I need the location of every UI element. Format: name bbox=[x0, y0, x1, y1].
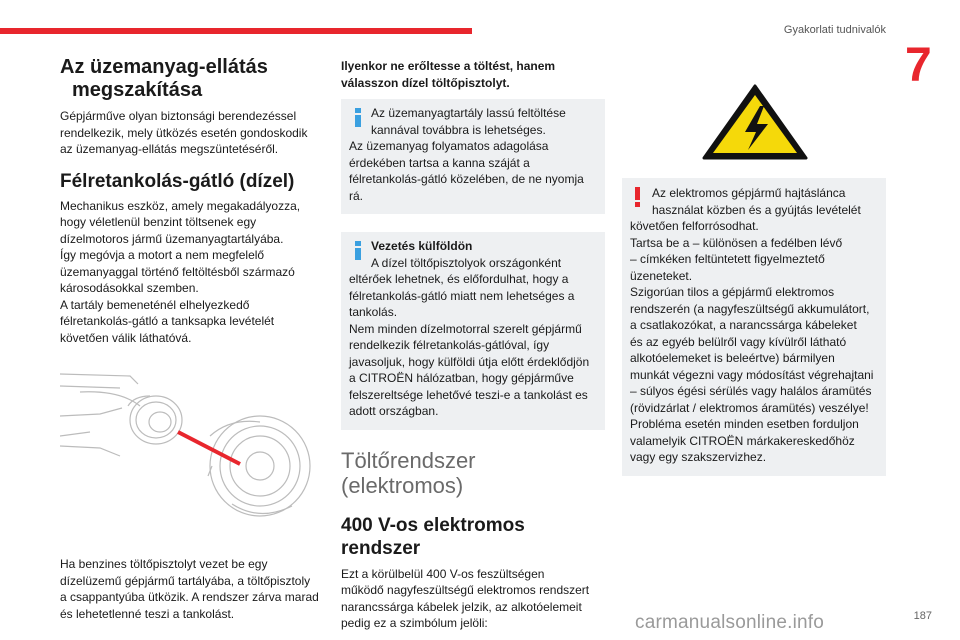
fuel-filler-drawing bbox=[60, 366, 322, 536]
header-accent-bar bbox=[0, 28, 472, 34]
warning-icon bbox=[632, 187, 642, 207]
diesel-nozzle-advice: Ilyenkor ne erőltesse a töltést, hanem válasszon dízel töltőpisztolyt. bbox=[341, 59, 556, 90]
petrol-nozzle-text: Ha benzines töltőpisztolyt vezet be egy dízelüzemű gépjármű tartályába, a töltőpisztoly a csappantyúba ütközik. A rendszer zárva marad és lehetetlenné teszi a tankolást. bbox=[60, 557, 319, 621]
heading-fuel-cutoff-line1: Az üzemanyag-ellátás bbox=[60, 56, 268, 78]
warning-note-high-voltage bbox=[622, 178, 886, 476]
pointer-arrow bbox=[178, 432, 240, 464]
info-note-abroad-title: Vezetés külföldön bbox=[371, 239, 473, 253]
misfuel-prevention-text: Mechanikus eszköz, amely megakadályozza, hogy véletlenül benzint töltsenek egy dízelmotoros jármű üzemanyagtartályába. Így megóvja a motort a nem megfelelő üzemanyaggal történő feltöltésből származó károsodásokkal szemben. A tartály bemeneténél elhelyezkedő félretankolás-gátló a tanksapka levételét követően válik láthatóvá. bbox=[60, 198, 301, 345]
page-number: 187 bbox=[913, 610, 932, 622]
fuel-cutoff-text: Gépjárműve olyan biztonsági berendezéssel rendelkezik, mely ütközés esetén gondoskodik az üzemanyag-ellátás megszüntetéséről. bbox=[60, 109, 308, 156]
column-1 bbox=[60, 56, 322, 622]
chapter-number: 7 bbox=[905, 39, 932, 92]
heading-400v-system: 400 V-os elektromos rendszer bbox=[341, 514, 525, 559]
heading-misfuel-prevention: Félretankolás-gátló (dízel) bbox=[60, 170, 295, 192]
info-icon bbox=[351, 108, 365, 127]
info-note-canister-rest: Az üzemanyag folyamatos adagolása érdekében tartsa a kanna száját a félretankolás-gátló közelében, de ne nyomja rá. bbox=[349, 139, 584, 203]
warning-note-first: Az elektromos gépjármű hajtáslánca használat közben és a gyújtás levételét bbox=[652, 186, 861, 217]
info-note-canister-first: Az üzemanyagtartály lassú feltöltése kannával továbbra is lehetséges. bbox=[371, 106, 566, 137]
warning-note-rest: követően felforrósodhat. Tartsa be a – különösen a fedélben lévő – címkéken feltüntetett figyelmeztető üzeneteket. Szigorúan tilos a gépjármű elektromos rendszerén (a nagyfeszültségű akkumulátort, a csatlakozókat, a narancssárga kábeleket és az egyéb belülről vagy kívülről látható alkotóelemeket is beleértve) bármilyen munkát végezni vagy módosítást végrehajtani – súlyos égési sérülés vagy halálos áramütés (rövidzárlat / elektromos áramütés) veszélye! Probléma esetén minden esetben forduljon valamelyik CITROËN márkakereskedőhöz vagy egy szakszervizhez. bbox=[630, 219, 874, 464]
column-2 bbox=[341, 58, 605, 632]
info-note-canister bbox=[341, 99, 605, 214]
info-note-abroad-first: A dízel töltőpisztolyok országonként bbox=[371, 255, 562, 270]
heading-fuel-cutoff-line2: megszakítása bbox=[72, 79, 203, 101]
fuel-filler-illustration bbox=[60, 366, 322, 536]
watermark: carmanualsonline.info bbox=[635, 612, 825, 633]
header-title: Gyakorlati tudnivalók bbox=[783, 24, 886, 36]
column-3 bbox=[622, 68, 886, 476]
high-voltage-icon bbox=[700, 82, 810, 162]
info-note-abroad-rest: eltérőek lehetnek, és előfordulhat, hogy a félretankolás-gátló miatt nem lehetséges a tankolás. Nem minden dízelmotorral szerelt gépjármű rendelkezik félretankolás-gátlóval, így javasoljuk, hogy külföldi útja előtt érdeklődjön a CITROËN hálózatban, hogy gépjárműve felszereltsége lehetővé teszi-e a tankolást es adott országban. bbox=[349, 272, 590, 418]
heading-fuel-cutoff bbox=[60, 56, 322, 102]
info-note-abroad bbox=[341, 232, 605, 430]
info-icon bbox=[351, 241, 365, 260]
heading-charging-system: Töltőrendszer (elektromos) bbox=[341, 447, 476, 498]
400v-system-text: Ezt a körülbelül 400 V-os feszültségen működő nagyfeszültségű elektromos rendszert narancssárga kábelek jelzik, az alkotóelemeit pedig ez a szimbólum jelöli: bbox=[341, 566, 590, 630]
